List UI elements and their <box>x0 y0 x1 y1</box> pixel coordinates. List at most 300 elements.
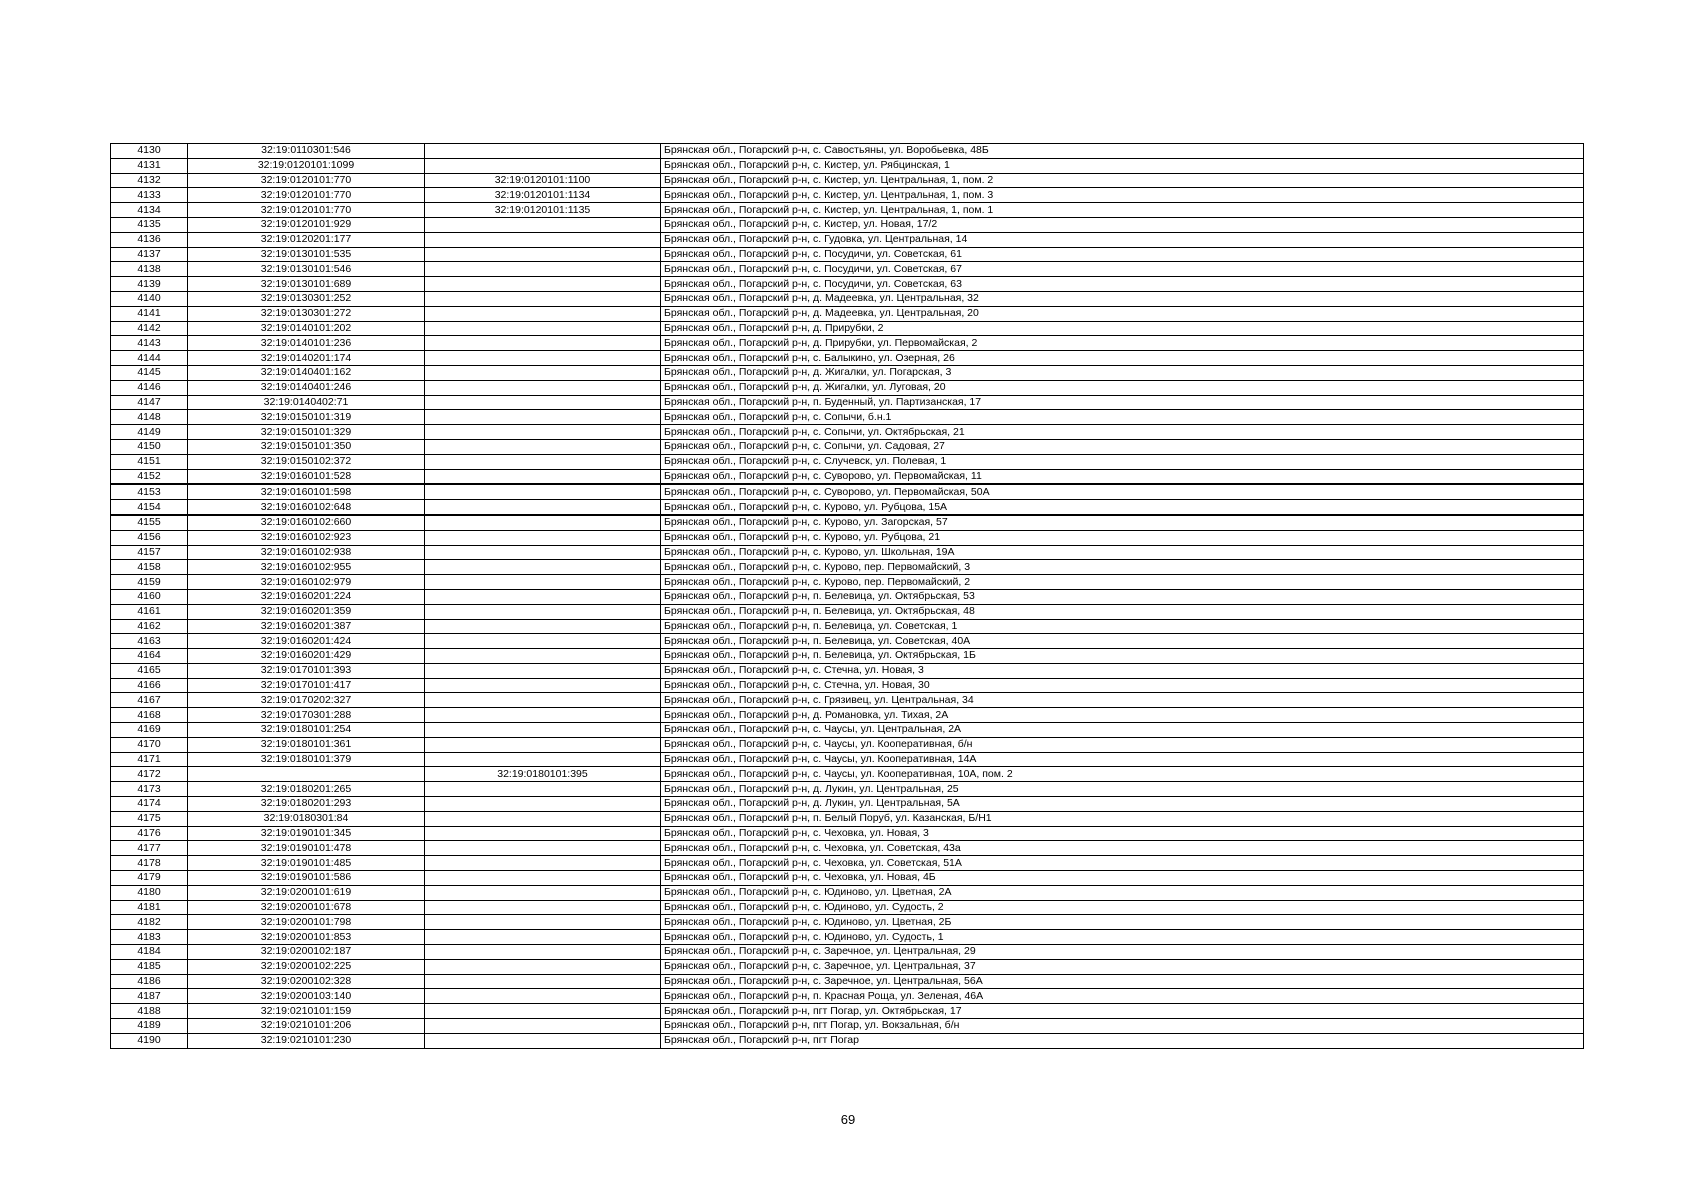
building-number-cell <box>425 500 661 515</box>
address-cell: Брянская обл., Погарский р-н, с. Сопычи, б.н.1 <box>661 410 1584 425</box>
address-cell: Брянская обл., Погарский р-н, с. Балыкино, ул. Озерная, 26 <box>661 351 1584 366</box>
cadastral-number-cell: 32:19:0210101:206 <box>188 1019 425 1034</box>
building-number-cell <box>425 454 661 469</box>
row-number-cell: 4144 <box>111 351 188 366</box>
building-number-cell <box>425 930 661 945</box>
row-number-cell: 4155 <box>111 515 188 530</box>
cadastral-number-cell: 32:19:0170101:417 <box>188 678 425 693</box>
row-number-cell: 4151 <box>111 454 188 469</box>
cadastral-number-cell: 32:19:0140402:71 <box>188 395 425 410</box>
row-number-cell: 4150 <box>111 439 188 454</box>
table-row <box>111 336 1584 351</box>
address-cell: Брянская обл., Погарский р-н, п. Белевица, ул. Советская, 40А <box>661 634 1584 649</box>
table-row <box>111 545 1584 560</box>
address-cell: Брянская обл., Погарский р-н, п. Белевица, ул. Октябрьская, 1Б <box>661 649 1584 664</box>
table-row <box>111 900 1584 915</box>
table-row <box>111 515 1584 530</box>
table-row <box>111 945 1584 960</box>
address-cell: Брянская обл., Погарский р-н, с. Курово, ул. Школьная, 19А <box>661 545 1584 560</box>
building-number-cell <box>425 1019 661 1034</box>
address-cell: Брянская обл., Погарский р-н, с. Курово, пер. Первомайский, 2 <box>661 575 1584 590</box>
row-number-cell: 4130 <box>111 144 188 159</box>
page-number: 69 <box>840 1112 856 1127</box>
table-row <box>111 484 1584 499</box>
row-number-cell: 4182 <box>111 915 188 930</box>
row-number-cell: 4166 <box>111 678 188 693</box>
table-row <box>111 144 1584 159</box>
cadastral-number-cell: 32:19:0130101:535 <box>188 247 425 262</box>
building-number-cell <box>425 395 661 410</box>
table-row <box>111 395 1584 410</box>
address-cell: Брянская обл., Погарский р-н, с. Посудичи, ул. Советская, 61 <box>661 247 1584 262</box>
row-number-cell: 4170 <box>111 737 188 752</box>
table-row <box>111 693 1584 708</box>
address-cell: Брянская обл., Погарский р-н, с. Стечна, ул. Новая, 30 <box>661 678 1584 693</box>
cadastral-number-cell: 32:19:0120101:770 <box>188 173 425 188</box>
building-number-cell <box>425 336 661 351</box>
address-cell: Брянская обл., Погарский р-н, с. Чеховка, ул. Советская, 51А <box>661 856 1584 871</box>
table-row <box>111 767 1584 782</box>
cadastral-number-cell: 32:19:0110301:546 <box>188 144 425 159</box>
cadastral-number-cell: 32:19:0180101:379 <box>188 752 425 767</box>
table-row <box>111 782 1584 797</box>
building-number-cell <box>425 737 661 752</box>
cadastral-number-cell: 32:19:0160102:938 <box>188 545 425 560</box>
row-number-cell: 4183 <box>111 930 188 945</box>
table-row <box>111 811 1584 826</box>
address-cell: Брянская обл., Погарский р-н, с. Курово, ул. Загорская, 57 <box>661 515 1584 530</box>
address-cell: Брянская обл., Погарский р-н, с. Юдиново, ул. Судость, 2 <box>661 900 1584 915</box>
building-number-cell <box>425 306 661 321</box>
building-number-cell <box>425 515 661 530</box>
row-number-cell: 4148 <box>111 410 188 425</box>
cadastral-number-cell: 32:19:0130301:272 <box>188 306 425 321</box>
address-cell: Брянская обл., Погарский р-н, с. Посудичи, ул. Советская, 63 <box>661 277 1584 292</box>
address-cell: Брянская обл., Погарский р-н, п. Белый Поруб, ул. Казанская, Б/Н1 <box>661 811 1584 826</box>
table-row <box>111 217 1584 232</box>
cadastral-number-cell: 32:19:0160102:648 <box>188 500 425 515</box>
row-number-cell: 4180 <box>111 885 188 900</box>
row-number-cell: 4136 <box>111 232 188 247</box>
address-cell: Брянская обл., Погарский р-н, с. Кистер, ул. Центральная, 1, пом. 2 <box>661 173 1584 188</box>
building-number-cell <box>425 144 661 159</box>
building-number-cell <box>425 158 661 173</box>
table-row <box>111 752 1584 767</box>
building-number-cell <box>425 439 661 454</box>
cadastral-number-cell: 32:19:0140401:162 <box>188 365 425 380</box>
building-number-cell <box>425 811 661 826</box>
row-number-cell: 4169 <box>111 723 188 738</box>
cadastral-number-cell: 32:19:0120101:770 <box>188 203 425 218</box>
cadastral-number-cell: 32:19:0140101:236 <box>188 336 425 351</box>
cadastral-number-cell: 32:19:0160102:955 <box>188 560 425 575</box>
row-number-cell: 4176 <box>111 826 188 841</box>
table-row <box>111 663 1584 678</box>
building-number-cell <box>425 693 661 708</box>
row-number-cell: 4175 <box>111 811 188 826</box>
cadastral-number-cell: 32:19:0130101:689 <box>188 277 425 292</box>
building-number-cell <box>425 217 661 232</box>
cadastral-number-cell: 32:19:0190101:478 <box>188 841 425 856</box>
address-cell: Брянская обл., Погарский р-н, с. Суворово, ул. Первомайская, 11 <box>661 469 1584 484</box>
table-row <box>111 351 1584 366</box>
building-number-cell <box>425 678 661 693</box>
cadastral-number-cell: 32:19:0120201:177 <box>188 232 425 247</box>
table-row <box>111 589 1584 604</box>
cadastral-number-cell: 32:19:0180201:265 <box>188 782 425 797</box>
cadastral-number-cell: 32:19:0120101:770 <box>188 188 425 203</box>
address-cell: Брянская обл., Погарский р-н, пгт Погар <box>661 1033 1584 1048</box>
row-number-cell: 4146 <box>111 380 188 395</box>
table-row <box>111 469 1584 484</box>
row-number-cell: 4134 <box>111 203 188 218</box>
table-row <box>111 723 1584 738</box>
address-cell: Брянская обл., Погарский р-н, с. Кистер, ул. Центральная, 1, пом. 1 <box>661 203 1584 218</box>
cadastral-number-cell: 32:19:0200101:798 <box>188 915 425 930</box>
address-cell: Брянская обл., Погарский р-н, д. Романовка, ул. Тихая, 2А <box>661 708 1584 723</box>
building-number-cell <box>425 469 661 484</box>
row-number-cell: 4164 <box>111 649 188 664</box>
address-cell: Брянская обл., Погарский р-н, пгт Погар, ул. Вокзальная, б/н <box>661 1019 1584 1034</box>
row-number-cell: 4163 <box>111 634 188 649</box>
table-row <box>111 649 1584 664</box>
table-row <box>111 247 1584 262</box>
address-cell: Брянская обл., Погарский р-н, с. Чеховка, ул. Новая, 3 <box>661 826 1584 841</box>
building-number-cell <box>425 634 661 649</box>
row-number-cell: 4188 <box>111 1004 188 1019</box>
table-row <box>111 1019 1584 1034</box>
address-cell: Брянская обл., Погарский р-н, пгт Погар, ул. Октябрьская, 17 <box>661 1004 1584 1019</box>
table-row <box>111 871 1584 886</box>
cadastral-number-cell: 32:19:0190101:345 <box>188 826 425 841</box>
cadastral-number-cell: 32:19:0200101:678 <box>188 900 425 915</box>
address-cell: Брянская обл., Погарский р-н, с. Заречное, ул. Центральная, 37 <box>661 959 1584 974</box>
table-row <box>111 262 1584 277</box>
row-number-cell: 4135 <box>111 217 188 232</box>
row-number-cell: 4137 <box>111 247 188 262</box>
cadastral-number-cell: 32:19:0190101:485 <box>188 856 425 871</box>
building-number-cell <box>425 619 661 634</box>
table-row <box>111 826 1584 841</box>
row-number-cell: 4157 <box>111 545 188 560</box>
address-cell: Брянская обл., Погарский р-н, с. Случевск, ул. Полевая, 1 <box>661 454 1584 469</box>
address-cell: Брянская обл., Погарский р-н, с. Чаусы, ул. Кооперативная, 14А <box>661 752 1584 767</box>
cadastral-number-cell: 32:19:0180101:361 <box>188 737 425 752</box>
row-number-cell: 4156 <box>111 530 188 545</box>
cadastral-number-cell: 32:19:0140101:202 <box>188 321 425 336</box>
cadastral-number-cell: 32:19:0170301:288 <box>188 708 425 723</box>
cadastral-number-cell: 32:19:0150101:319 <box>188 410 425 425</box>
building-number-cell <box>425 1004 661 1019</box>
table-row <box>111 708 1584 723</box>
table-row <box>111 380 1584 395</box>
building-number-cell <box>425 232 661 247</box>
address-cell: Брянская обл., Погарский р-н, с. Юдиново, ул. Цветная, 2А <box>661 885 1584 900</box>
building-number-cell <box>425 945 661 960</box>
row-number-cell: 4187 <box>111 989 188 1004</box>
cadastral-number-cell: 32:19:0160201:224 <box>188 589 425 604</box>
row-number-cell: 4152 <box>111 469 188 484</box>
address-cell: Брянская обл., Погарский р-н, д. Лукин, ул. Центральная, 25 <box>661 782 1584 797</box>
table-row <box>111 885 1584 900</box>
address-cell: Брянская обл., Погарский р-н, с. Кистер, ул. Рябцинская, 1 <box>661 158 1584 173</box>
address-cell: Брянская обл., Погарский р-н, п. Белевица, ул. Октябрьская, 48 <box>661 604 1584 619</box>
address-cell: Брянская обл., Погарский р-н, с. Суворово, ул. Первомайская, 50А <box>661 484 1584 499</box>
table-row <box>111 1004 1584 1019</box>
address-cell: Брянская обл., Погарский р-н, с. Сопычи, ул. Октябрьская, 21 <box>661 425 1584 440</box>
building-number-cell <box>425 708 661 723</box>
row-number-cell: 4153 <box>111 484 188 499</box>
cadastral-number-cell: 32:19:0150101:329 <box>188 425 425 440</box>
row-number-cell: 4190 <box>111 1033 188 1048</box>
cadastral-number-cell: 32:19:0130101:546 <box>188 262 425 277</box>
table-row <box>111 930 1584 945</box>
row-number-cell: 4181 <box>111 900 188 915</box>
address-cell: Брянская обл., Погарский р-н, с. Савостьяны, ул. Воробьевка, 48Б <box>661 144 1584 159</box>
address-cell: Брянская обл., Погарский р-н, с. Стечна, ул. Новая, 3 <box>661 663 1584 678</box>
row-number-cell: 4179 <box>111 871 188 886</box>
table-row <box>111 797 1584 812</box>
table-row <box>111 321 1584 336</box>
building-number-cell <box>425 351 661 366</box>
table-row <box>111 841 1584 856</box>
table-row <box>111 1033 1584 1048</box>
row-number-cell: 4161 <box>111 604 188 619</box>
cadastral-number-cell: 32:19:0170101:393 <box>188 663 425 678</box>
building-number-cell <box>425 575 661 590</box>
row-number-cell: 4131 <box>111 158 188 173</box>
address-cell: Брянская обл., Погарский р-н, с. Юдиново, ул. Цветная, 2Б <box>661 915 1584 930</box>
address-cell: Брянская обл., Погарский р-н, с. Чаусы, ул. Кооперативная, б/н <box>661 737 1584 752</box>
row-number-cell: 4171 <box>111 752 188 767</box>
row-number-cell: 4189 <box>111 1019 188 1034</box>
table-row <box>111 959 1584 974</box>
row-number-cell: 4173 <box>111 782 188 797</box>
table-row <box>111 158 1584 173</box>
building-number-cell <box>425 826 661 841</box>
table-row <box>111 619 1584 634</box>
address-cell: Брянская обл., Погарский р-н, д. Прирубки, 2 <box>661 321 1584 336</box>
table-row <box>111 277 1584 292</box>
cadastral-number-cell: 32:19:0140201:174 <box>188 351 425 366</box>
building-number-cell <box>425 410 661 425</box>
address-cell: Брянская обл., Погарский р-н, д. Прирубки, ул. Первомайская, 2 <box>661 336 1584 351</box>
row-number-cell: 4139 <box>111 277 188 292</box>
address-cell: Брянская обл., Погарский р-н, с. Гудовка, ул. Центральная, 14 <box>661 232 1584 247</box>
building-number-cell <box>425 484 661 499</box>
building-number-cell: 32:19:0120101:1135 <box>425 203 661 218</box>
address-cell: Брянская обл., Погарский р-н, с. Заречное, ул. Центральная, 29 <box>661 945 1584 960</box>
table-row <box>111 173 1584 188</box>
cadastral-number-cell: 32:19:0160201:387 <box>188 619 425 634</box>
cadastral-number-cell: 32:19:0200102:328 <box>188 974 425 989</box>
row-number-cell: 4186 <box>111 974 188 989</box>
registry-table <box>110 143 1584 1049</box>
building-number-cell <box>425 856 661 871</box>
row-number-cell: 4167 <box>111 693 188 708</box>
table-row <box>111 560 1584 575</box>
table-row <box>111 232 1584 247</box>
table-row <box>111 974 1584 989</box>
address-cell: Брянская обл., Погарский р-н, с. Заречное, ул. Центральная, 56А <box>661 974 1584 989</box>
table-row <box>111 306 1584 321</box>
building-number-cell <box>425 989 661 1004</box>
table-row <box>111 575 1584 590</box>
table-row <box>111 454 1584 469</box>
row-number-cell: 4165 <box>111 663 188 678</box>
address-cell: Брянская обл., Погарский р-н, с. Чаусы, ул. Центральная, 2А <box>661 723 1584 738</box>
building-number-cell <box>425 560 661 575</box>
row-number-cell: 4172 <box>111 767 188 782</box>
cadastral-number-cell: 32:19:0160102:923 <box>188 530 425 545</box>
cadastral-number-cell: 32:19:0180301:84 <box>188 811 425 826</box>
table-row <box>111 604 1584 619</box>
cadastral-number-cell: 32:19:0200103:140 <box>188 989 425 1004</box>
cadastral-number-cell: 32:19:0210101:230 <box>188 1033 425 1048</box>
table-row <box>111 634 1584 649</box>
cadastral-number-cell: 32:19:0160201:429 <box>188 649 425 664</box>
address-cell: Брянская обл., Погарский р-н, д. Лукин, ул. Центральная, 5А <box>661 797 1584 812</box>
address-cell: Брянская обл., Погарский р-н, д. Мадеевка, ул. Центральная, 20 <box>661 306 1584 321</box>
building-number-cell <box>425 321 661 336</box>
row-number-cell: 4178 <box>111 856 188 871</box>
row-number-cell: 4132 <box>111 173 188 188</box>
cadastral-number-cell: 32:19:0210101:159 <box>188 1004 425 1019</box>
table-row <box>111 530 1584 545</box>
row-number-cell: 4159 <box>111 575 188 590</box>
building-number-cell <box>425 885 661 900</box>
building-number-cell <box>425 277 661 292</box>
table-row <box>111 410 1584 425</box>
table-row <box>111 856 1584 871</box>
building-number-cell <box>425 900 661 915</box>
building-number-cell <box>425 841 661 856</box>
building-number-cell <box>425 291 661 306</box>
row-number-cell: 4160 <box>111 589 188 604</box>
cadastral-number-cell: 32:19:0160101:528 <box>188 469 425 484</box>
row-number-cell: 4133 <box>111 188 188 203</box>
cadastral-number-cell: 32:19:0200102:225 <box>188 959 425 974</box>
address-cell: Брянская обл., Погарский р-н, п. Красная Роща, ул. Зеленая, 46А <box>661 989 1584 1004</box>
table-row <box>111 737 1584 752</box>
cadastral-number-cell: 32:19:0190101:586 <box>188 871 425 886</box>
building-number-cell <box>425 604 661 619</box>
building-number-cell <box>425 380 661 395</box>
address-cell: Брянская обл., Погарский р-н, с. Кистер, ул. Новая, 17/2 <box>661 217 1584 232</box>
cadastral-number-cell: 32:19:0200101:619 <box>188 885 425 900</box>
address-cell: Брянская обл., Погарский р-н, с. Грязивец, ул. Центральная, 34 <box>661 693 1584 708</box>
address-cell: Брянская обл., Погарский р-н, с. Юдиново, ул. Судость, 1 <box>661 930 1584 945</box>
cadastral-number-cell: 32:19:0200101:853 <box>188 930 425 945</box>
address-cell: Брянская обл., Погарский р-н, с. Курово, ул. Рубцова, 21 <box>661 530 1584 545</box>
row-number-cell: 4162 <box>111 619 188 634</box>
table-row <box>111 291 1584 306</box>
row-number-cell: 4168 <box>111 708 188 723</box>
row-number-cell: 4143 <box>111 336 188 351</box>
building-number-cell <box>425 247 661 262</box>
row-number-cell: 4185 <box>111 959 188 974</box>
cadastral-number-cell: 32:19:0160201:424 <box>188 634 425 649</box>
cadastral-number-cell: 32:19:0160101:598 <box>188 484 425 499</box>
building-number-cell: 32:19:0120101:1134 <box>425 188 661 203</box>
row-number-cell: 4142 <box>111 321 188 336</box>
building-number-cell <box>425 752 661 767</box>
address-cell: Брянская обл., Погарский р-н, с. Чаусы, ул. Кооперативная, 10А, пом. 2 <box>661 767 1584 782</box>
address-cell: Брянская обл., Погарский р-н, с. Сопычи, ул. Садовая, 27 <box>661 439 1584 454</box>
row-number-cell: 4138 <box>111 262 188 277</box>
table-row <box>111 365 1584 380</box>
building-number-cell: 32:19:0120101:1100 <box>425 173 661 188</box>
address-cell: Брянская обл., Погарский р-н, с. Чеховка, ул. Советская, 43а <box>661 841 1584 856</box>
cadastral-number-cell: 32:19:0120101:1099 <box>188 158 425 173</box>
building-number-cell <box>425 1033 661 1048</box>
address-cell: Брянская обл., Погарский р-н, п. Белевица, ул. Советская, 1 <box>661 619 1584 634</box>
building-number-cell <box>425 782 661 797</box>
address-cell: Брянская обл., Погарский р-н, с. Курово, ул. Рубцова, 15А <box>661 500 1584 515</box>
building-number-cell <box>425 959 661 974</box>
table-row <box>111 188 1584 203</box>
row-number-cell: 4184 <box>111 945 188 960</box>
cadastral-number-cell: 32:19:0160102:979 <box>188 575 425 590</box>
row-number-cell: 4145 <box>111 365 188 380</box>
address-cell: Брянская обл., Погарский р-н, с. Курово, пер. Первомайский, 3 <box>661 560 1584 575</box>
building-number-cell <box>425 649 661 664</box>
registry-table-body <box>111 144 1584 1049</box>
table-row <box>111 500 1584 515</box>
cadastral-number-cell: 32:19:0180201:293 <box>188 797 425 812</box>
cadastral-number-cell: 32:19:0180101:254 <box>188 723 425 738</box>
row-number-cell: 4158 <box>111 560 188 575</box>
building-number-cell <box>425 723 661 738</box>
cadastral-number-cell <box>188 767 425 782</box>
table-row <box>111 203 1584 218</box>
row-number-cell: 4147 <box>111 395 188 410</box>
cadastral-number-cell: 32:19:0150102:372 <box>188 454 425 469</box>
building-number-cell <box>425 262 661 277</box>
table-row <box>111 439 1584 454</box>
cadastral-number-cell: 32:19:0160102:660 <box>188 515 425 530</box>
table-row <box>111 678 1584 693</box>
address-cell: Брянская обл., Погарский р-н, д. Жигалки, ул. Погарская, 3 <box>661 365 1584 380</box>
row-number-cell: 4174 <box>111 797 188 812</box>
cadastral-number-cell: 32:19:0200102:187 <box>188 945 425 960</box>
building-number-cell <box>425 589 661 604</box>
cadastral-number-cell: 32:19:0140401:246 <box>188 380 425 395</box>
row-number-cell: 4149 <box>111 425 188 440</box>
table-row <box>111 425 1584 440</box>
cadastral-number-cell: 32:19:0130301:252 <box>188 291 425 306</box>
building-number-cell <box>425 974 661 989</box>
building-number-cell <box>425 797 661 812</box>
row-number-cell: 4141 <box>111 306 188 321</box>
building-number-cell <box>425 663 661 678</box>
building-number-cell <box>425 365 661 380</box>
row-number-cell: 4177 <box>111 841 188 856</box>
cadastral-number-cell: 32:19:0170202:327 <box>188 693 425 708</box>
cadastral-number-cell: 32:19:0150101:350 <box>188 439 425 454</box>
building-number-cell: 32:19:0180101:395 <box>425 767 661 782</box>
table-row <box>111 989 1584 1004</box>
building-number-cell <box>425 425 661 440</box>
address-cell: Брянская обл., Погарский р-н, с. Чеховка, ул. Новая, 4Б <box>661 871 1584 886</box>
address-cell: Брянская обл., Погарский р-н, п. Белевица, ул. Октябрьская, 53 <box>661 589 1584 604</box>
address-cell: Брянская обл., Погарский р-н, с. Кистер, ул. Центральная, 1, пом. 3 <box>661 188 1584 203</box>
address-cell: Брянская обл., Погарский р-н, п. Буденный, ул. Партизанская, 17 <box>661 395 1584 410</box>
address-cell: Брянская обл., Погарский р-н, с. Посудичи, ул. Советская, 67 <box>661 262 1584 277</box>
building-number-cell <box>425 915 661 930</box>
row-number-cell: 4154 <box>111 500 188 515</box>
row-number-cell: 4140 <box>111 291 188 306</box>
